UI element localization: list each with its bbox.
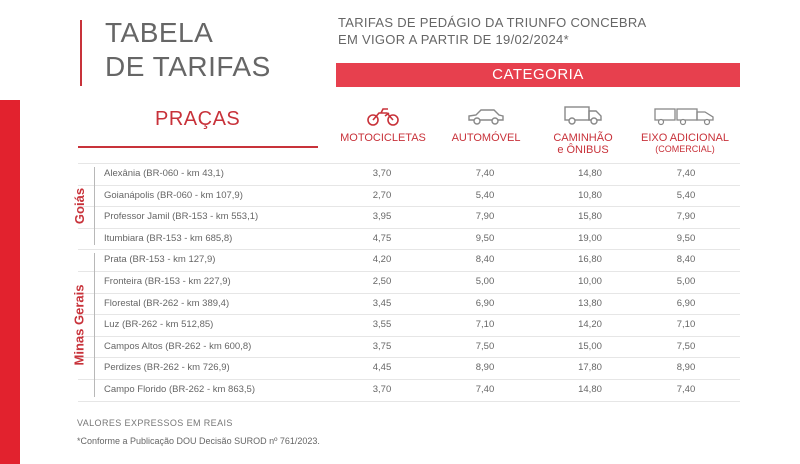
truck-icon xyxy=(563,104,603,126)
praca-name: Itumbiara (BR-153 - km 685,8) xyxy=(104,232,233,244)
row-separator xyxy=(78,206,740,207)
tariff-value: 8,40 xyxy=(475,254,495,266)
tariff-value: 3,45 xyxy=(372,297,392,309)
title-divider xyxy=(80,20,82,86)
tariff-value: 7,50 xyxy=(676,340,696,352)
group-divider xyxy=(94,167,95,245)
tariff-value: 5,00 xyxy=(676,276,696,287)
category-label: AUTOMÓVEL xyxy=(451,132,521,144)
category-motocicletas xyxy=(328,104,438,144)
praca-name: Luz (BR-262 - km 512,85) xyxy=(104,319,214,331)
truck-trailer-icon xyxy=(653,106,717,126)
tariff-value: 13,80 xyxy=(578,297,602,309)
tariff-value: 10,80 xyxy=(578,189,602,201)
pracas-header: PRAÇAS xyxy=(155,108,241,130)
tariff-value: 7,40 xyxy=(475,168,495,179)
tariff-value: 6,90 xyxy=(676,297,696,309)
row-separator xyxy=(78,163,740,164)
tariff-value: 16,80 xyxy=(578,254,602,266)
categoria-header: CATEGORIA xyxy=(336,63,740,87)
page-title xyxy=(105,16,271,84)
group-divider xyxy=(94,253,95,396)
car-icon xyxy=(466,106,506,126)
tariff-value: 8,40 xyxy=(676,254,696,266)
side-accent-bar xyxy=(0,100,20,464)
praca-name: Fronteira (BR-153 - km 227,9) xyxy=(104,276,231,287)
tariff-value: 14,80 xyxy=(578,384,602,395)
page-subtitle xyxy=(338,14,647,48)
tariff-value: 6,90 xyxy=(475,297,495,309)
category-caminhao-onibus xyxy=(528,104,638,156)
group-label: Goiás xyxy=(71,188,87,225)
tariff-value: 5,00 xyxy=(475,276,495,287)
tariff-value: 19,00 xyxy=(578,232,602,244)
tariff-value: 8,90 xyxy=(475,362,495,374)
group-label: Minas Gerais xyxy=(71,284,87,366)
row-separator xyxy=(78,401,740,402)
row-separator xyxy=(78,271,740,272)
tariff-value: 4,45 xyxy=(372,362,392,374)
subtitle-line-2: EM VIGOR A PARTIR DE 19/02/2024* xyxy=(338,32,569,47)
tariff-value: 14,80 xyxy=(578,168,602,179)
praca-name: Perdizes (BR-262 - km 726,9) xyxy=(104,362,230,374)
tariff-value: 3,75 xyxy=(372,340,392,352)
category-label: MOTOCICLETAS xyxy=(340,132,426,144)
tariff-value: 3,95 xyxy=(372,211,392,223)
category-sublabel: (COMERCIAL) xyxy=(655,144,715,154)
tariff-value: 7,90 xyxy=(475,211,495,223)
praca-name: Campo Florido (BR-262 - km 863,5) xyxy=(104,384,255,395)
tariff-value: 9,50 xyxy=(676,232,696,244)
tariff-value: 14,20 xyxy=(578,319,602,331)
tariff-value: 3,70 xyxy=(372,168,392,179)
tariff-value: 4,20 xyxy=(372,254,392,266)
page-title-line-2: DE TARIFAS xyxy=(105,51,271,82)
tariff-value: 5,40 xyxy=(475,189,495,201)
tariff-value: 15,00 xyxy=(578,340,602,352)
category-label: CAMINHÃO e ÔNIBUS xyxy=(553,132,613,156)
tariff-value: 2,50 xyxy=(372,276,392,287)
tariff-value: 7,50 xyxy=(475,340,495,352)
praca-name: Prata (BR-153 - km 127,9) xyxy=(104,254,216,266)
tariff-value: 7,40 xyxy=(676,168,696,179)
praca-name: Alexânia (BR-060 - km 43,1) xyxy=(104,168,224,179)
tariff-value: 10,00 xyxy=(578,276,602,287)
category-label: EIXO ADICIONAL xyxy=(640,132,730,144)
footer-note: VALORES EXPRESSOS EM REAIS xyxy=(77,418,233,428)
tariff-value: 3,70 xyxy=(372,384,392,395)
praca-name: Goianápolis (BR-060 - km 107,9) xyxy=(104,189,243,201)
tariff-value: 7,40 xyxy=(676,384,696,395)
row-separator xyxy=(78,357,740,358)
tariff-value: 9,50 xyxy=(475,232,495,244)
row-separator xyxy=(78,379,740,380)
praca-name: Campos Altos (BR-262 - km 600,8) xyxy=(104,340,252,352)
row-separator xyxy=(78,185,740,186)
row-separator xyxy=(78,293,740,294)
tariff-value: 3,55 xyxy=(372,319,392,331)
tariff-value: 7,90 xyxy=(676,211,696,223)
row-separator xyxy=(78,228,740,229)
tariff-value: 5,40 xyxy=(676,189,696,201)
category-automovel xyxy=(431,104,541,144)
pracas-underline xyxy=(78,146,318,148)
motorcycle-icon xyxy=(366,106,400,126)
footer-reference: *Conforme a Publicação DOU Decisão SUROD nº 761/2023. xyxy=(77,436,320,446)
row-separator xyxy=(78,249,740,250)
row-separator xyxy=(78,336,740,337)
category-eixo-adicional xyxy=(630,104,740,154)
tariff-value: 17,80 xyxy=(578,362,602,374)
tariff-value: 2,70 xyxy=(372,189,392,201)
subtitle-line-1: TARIFAS DE PEDÁGIO DA TRIUNFO CONCEBRA xyxy=(338,15,647,30)
tariff-value: 4,75 xyxy=(372,232,392,244)
tariff-value: 15,80 xyxy=(578,211,602,223)
tariff-value: 7,10 xyxy=(475,319,495,331)
tariff-value: 7,10 xyxy=(676,319,696,331)
tariff-value: 7,40 xyxy=(475,384,495,395)
praca-name: Professor Jamil (BR-153 - km 553,1) xyxy=(104,211,259,223)
row-separator xyxy=(78,314,740,315)
tariff-value: 8,90 xyxy=(676,362,696,374)
page-title-line-1: TABELA xyxy=(105,17,214,48)
praca-name: Florestal (BR-262 - km 389,4) xyxy=(104,297,230,309)
